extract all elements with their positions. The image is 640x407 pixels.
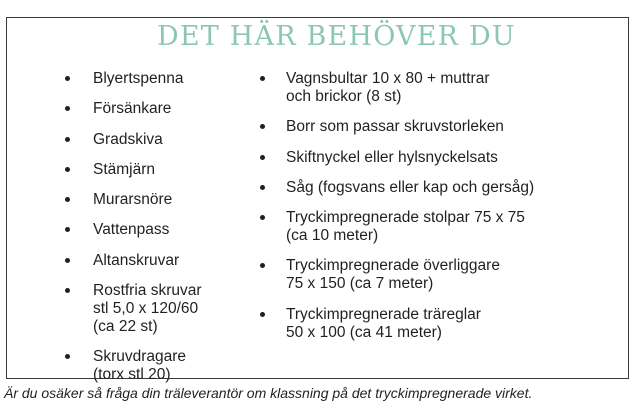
list-item-text: Försänkare — [93, 100, 172, 118]
bullet-icon — [260, 312, 265, 317]
box-title: DET HÄR BEHÖVER DU — [148, 22, 525, 52]
list-item-text: Skiftnyckel eller hylsnyckelsats — [286, 148, 498, 166]
footnote: Är du osäker så fråga din träleverantör om klassning på det tryckimpregnerade virket. — [4, 385, 533, 401]
bullet-icon — [65, 288, 70, 293]
list-item-text: Vagnsbultar 10 x 80 + muttrar och brickor (8 st) — [286, 70, 490, 105]
list-item — [257, 149, 587, 167]
bullet-icon — [65, 106, 70, 111]
list-item — [62, 100, 242, 118]
bullet-icon — [260, 155, 265, 160]
materials-list-right — [257, 70, 587, 354]
bullet-icon — [65, 227, 70, 232]
list-item-text: Skruvdragare (torx stl 20) — [93, 348, 187, 384]
list-item — [62, 191, 242, 209]
list-item — [257, 70, 587, 106]
bullet-icon — [260, 185, 265, 190]
bullet-icon — [65, 258, 70, 263]
list-item — [62, 70, 242, 88]
bullet-icon — [260, 263, 265, 268]
list-item-text: Blyertspenna — [93, 70, 184, 87]
list-item — [62, 161, 242, 179]
list-item-text: Stämjärn — [93, 160, 156, 178]
list-item-text: Murarsnöre — [93, 191, 173, 209]
list-item — [257, 306, 587, 342]
list-item-text: Vattenpass — [93, 221, 170, 239]
list-item-text: Gradskiva — [93, 130, 163, 148]
list-item-text: Tryckimpregnerade träreglar 50 x 100 (ca 41 meter) — [286, 305, 481, 341]
materials-box — [6, 17, 629, 384]
bullet-icon — [65, 354, 70, 359]
list-item — [257, 179, 587, 197]
bullet-icon — [260, 124, 265, 129]
list-item — [62, 252, 242, 270]
bullet-icon — [260, 76, 265, 81]
list-item — [62, 348, 242, 384]
list-item-text: Tryckimpregnerade överliggare 75 x 150 (ca 7 meter) — [286, 257, 500, 293]
list-item-text: Borr som passar skruvstorleken — [286, 118, 504, 136]
list-item — [62, 131, 242, 149]
list-item — [62, 282, 242, 336]
bullet-icon — [65, 76, 70, 81]
list-item-text: Tryckimpregnerade stolpar 75 x 75 (ca 10 meter) — [286, 209, 525, 245]
bullet-icon — [65, 167, 70, 172]
bullet-icon — [65, 197, 70, 202]
list-item — [257, 257, 587, 293]
list-item — [257, 118, 587, 136]
bullet-icon — [65, 137, 70, 142]
list-item — [257, 209, 587, 245]
list-item-text: Altanskruvar — [93, 251, 180, 269]
bullet-icon — [260, 215, 265, 220]
list-item — [62, 221, 242, 239]
materials-list-left — [62, 70, 242, 397]
list-item-text: Såg (fogsvans eller kap och gersåg) — [286, 178, 535, 196]
list-item-text: Rostfria skruvar stl 5,0 x 120/60 (ca 22 st) — [93, 282, 202, 336]
